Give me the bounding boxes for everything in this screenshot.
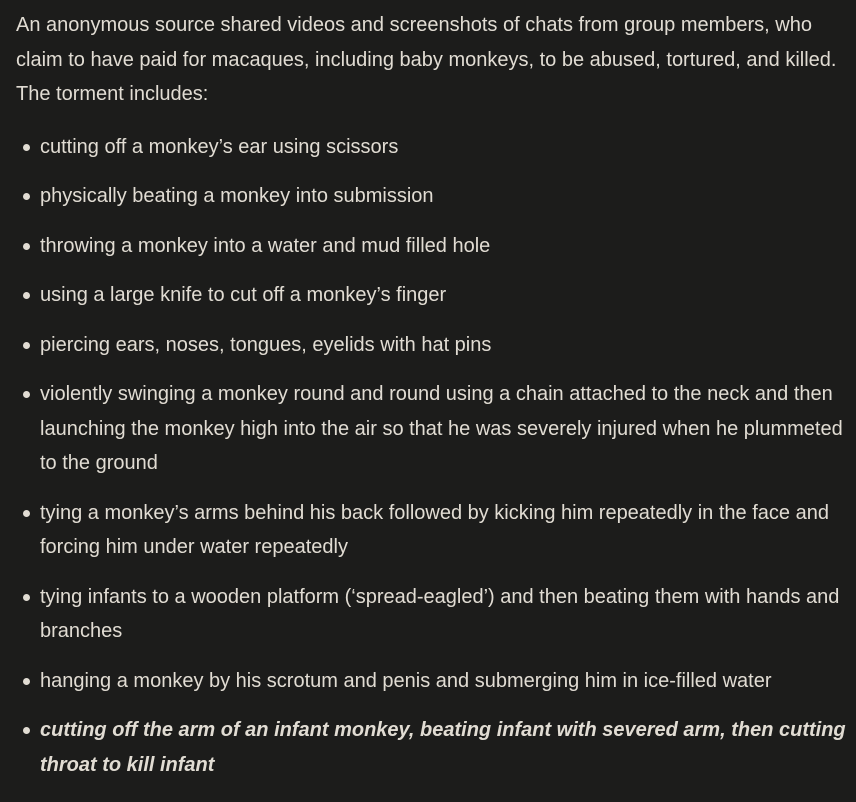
torment-list [16, 130, 846, 783]
list-item [16, 130, 846, 165]
bullet-dot-icon [23, 243, 30, 250]
intro-paragraph: An anonymous source shared videos and screenshots of chats from group members, who claim to have paid for macaques, including baby monkeys, to be abused, tortured, and killed. The torment includes: [16, 14, 837, 105]
list-item [16, 580, 846, 649]
list-item-text: violently swinging a monkey round and round using a chain attached to the neck and then launching the monkey high into the air so that he was severely injured when he plummeted to the ground [40, 383, 843, 474]
list-item-text: cutting off the arm of an infant monkey, beating infant with severed arm, then cutting throat to kill infant [40, 719, 846, 776]
bullet-dot-icon [23, 342, 30, 349]
bullet-dot-icon [23, 678, 30, 685]
list-item [16, 328, 846, 363]
list-item-text: using a large knife to cut off a monkey’s finger [40, 284, 447, 306]
list-item-text: piercing ears, noses, tongues, eyelids with hat pins [40, 333, 492, 356]
list-item-text: physically beating a monkey into submission [40, 185, 434, 207]
list-item [16, 179, 846, 214]
list-item [16, 229, 846, 264]
bullet-dot-icon [23, 292, 30, 299]
list-item [16, 664, 846, 699]
bullet-dot-icon [23, 594, 30, 601]
bullet-dot-icon [23, 193, 30, 200]
list-item-text: tying infants to a wooden platform (‘spread-eagled’) and then beating them with hands and branches [40, 585, 840, 642]
list-item [16, 278, 846, 313]
bullet-dot-icon [23, 391, 30, 398]
list-item-text: tying a monkey’s arms behind his back followed by kicking him repeatedly in the face and forcing him under water repeatedly [40, 501, 829, 558]
bullet-dot-icon [23, 727, 30, 734]
list-item-text: throwing a monkey into a water and mud filled hole [40, 234, 491, 257]
list-item-text: cutting off a monkey’s ear using scissors [40, 135, 399, 158]
list-item [16, 377, 846, 481]
list-item-emphasized [16, 713, 846, 782]
bullet-dot-icon [23, 144, 30, 151]
list-item-text: hanging a monkey by his scrotum and penis and submerging him in ice-filled water [40, 669, 772, 692]
bullet-dot-icon [23, 510, 30, 517]
list-item [16, 496, 846, 565]
